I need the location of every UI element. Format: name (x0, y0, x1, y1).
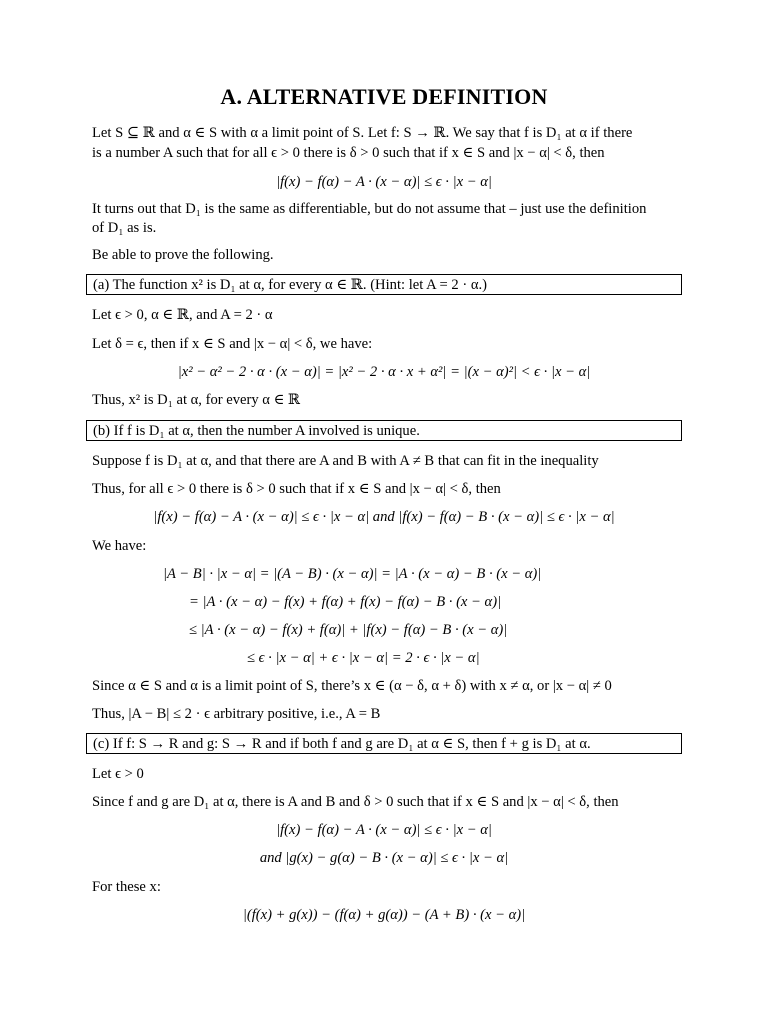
part-b-line-2: Thus, for all ϵ > 0 there is δ > 0 such that if x ∈ S and |x − α| < δ, then (92, 481, 501, 497)
part-b-line-4: Since α ∈ S and α is a limit point of S, there’s x ∈ (α − δ, α + δ) with x ≠ α, or |x − α| ≠ 0 (92, 678, 612, 694)
part-c-equation-1: |f(x) − f(α) − A · (x − α)| ≤ ϵ · |x − α| (276, 822, 492, 838)
part-a-line-2: Let δ = ϵ, then if x ∈ S and |x − α| < δ, we have: (92, 336, 373, 352)
part-b-statement: (b) If f is D₁ at α, then the number A involved is unique. (93, 423, 420, 439)
part-c-box (86, 733, 682, 754)
definition-line-1: Let S ⊆ ℝ and α ∈ S with α a limit point of S. Let f: S → ℝ. We say that f is D₁ at α if there (92, 125, 633, 141)
part-c-line-1: Let ϵ > 0 (92, 766, 144, 782)
definition-equation: |f(x) − f(α) − A · (x − α)| ≤ ϵ · |x − α| (276, 174, 492, 190)
part-b-equation-1: |f(x) − f(α) − A · (x − α)| ≤ ϵ · |x − α| and |f(x) − f(α) − B · (x − α)| ≤ ϵ · |x − α| (153, 509, 615, 525)
part-b-line-5: Thus, |A − B| ≤ 2 · ϵ arbitrary positive, i.e., A = B (92, 706, 381, 722)
part-a-line-1: Let ϵ > 0, α ∈ ℝ, and A = 2 · α (92, 307, 273, 323)
part-c-line-2: Since f and g are D₁ at α, there is A and B and δ > 0 such that if x ∈ S and |x − α| < δ, then (92, 794, 619, 810)
part-b-equation-2: |A − B| · |x − α| = |(A − B) · (x − α)| = |A · (x − α) − B · (x − α)| (163, 566, 542, 582)
prove-intro: Be able to prove the following. (92, 247, 274, 263)
part-a-box (86, 274, 682, 295)
part-a-equation: |x² − α² − 2 · α · (x − α)| = |x² − 2 · α · x + α²| = |(x − α)²| < ϵ · |x − α| (177, 364, 591, 380)
part-c-equation-3: |(f(x) + g(x)) − (f(α) + g(α)) − (A + B) · (x − α)| (242, 907, 526, 923)
part-b-equation-4: ≤ |A · (x − α) − f(x) + f(α)| + |f(x) − f(α) − B · (x − α)| (189, 622, 508, 638)
part-a-conclusion: Thus, x² is D₁ at α, for every α ∈ ℝ (92, 392, 301, 408)
part-c-equation-2: and |g(x) − g(α) − B · (x − α)| ≤ ϵ · |x − α| (259, 850, 509, 866)
part-a-statement: (a) The function x² is D₁ at α, for every α ∈ ℝ. (Hint: let A = 2 · α.) (93, 277, 488, 293)
part-c-statement: (c) If f: S → R and g: S → R and if both f and g are D₁ at α ∈ S, then f + g is D₁ at α. (93, 736, 591, 752)
page-title: A. ALTERNATIVE DEFINITION (220, 84, 548, 109)
part-b-box (86, 420, 682, 441)
definition-line-2: is a number A such that for all ϵ > 0 there is δ > 0 such that if x ∈ S and |x − α| < δ, then (92, 145, 605, 161)
part-b-line-1: Suppose f is D₁ at α, and that there are A and B with A ≠ B that can fit in the inequality (92, 453, 599, 469)
part-b-line-3: We have: (92, 538, 147, 554)
note-line-2: of D₁ as is. (92, 220, 157, 236)
part-b-equation-5: ≤ ϵ · |x − α| + ϵ · |x − α| = 2 · ϵ · |x − α| (247, 650, 480, 666)
note-line-1: It turns out that D₁ is the same as differentiable, but do not assume that – just use the definition (92, 201, 647, 217)
part-b-equation-3: = |A · (x − α) − f(x) + f(α) + f(x) − f(α) − B · (x − α)| (189, 594, 502, 610)
part-c-line-3: For these x: (92, 879, 161, 895)
